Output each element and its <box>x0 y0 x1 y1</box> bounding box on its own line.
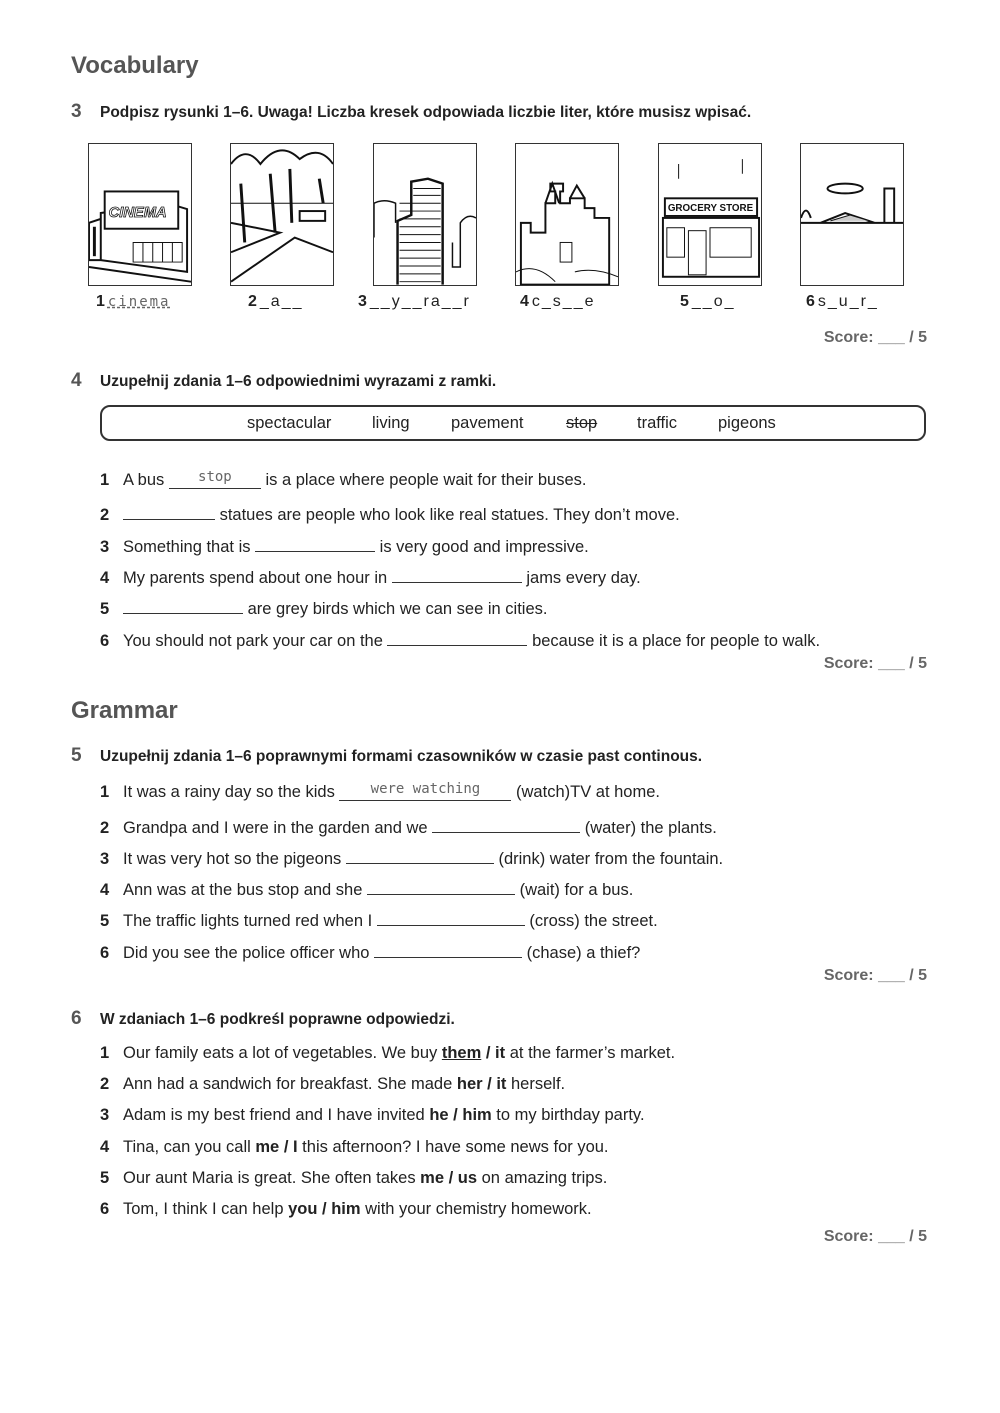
item-number: 5 <box>100 600 110 618</box>
answer-blank[interactable] <box>169 471 261 489</box>
picture-label-6: 6 s_u_r_ <box>806 293 879 310</box>
option-1[interactable]: you <box>288 1200 318 1218</box>
sentence-end: with your chemistry homework. <box>360 1200 592 1218</box>
task-4-instruction <box>71 370 496 392</box>
sentence-start: Something that is <box>123 538 256 556</box>
score-task-3: Score: ___ / 5 <box>823 329 927 346</box>
answer-blank[interactable] <box>367 877 515 895</box>
option-2[interactable]: us <box>457 1169 478 1187</box>
sentence-item <box>100 1138 609 1157</box>
score-task-6: Score: ___ / 5 <box>823 1228 927 1245</box>
sentence-item <box>100 1200 592 1219</box>
sentence-end: (wait) for a bus. <box>515 881 634 899</box>
sentence-item <box>100 1106 645 1125</box>
option-2[interactable]: it <box>495 1044 506 1062</box>
task-number: 3 <box>71 101 82 122</box>
sentence-end: (cross) the street. <box>524 912 658 930</box>
sentence-end: this afternoon? I have some news for you. <box>297 1138 609 1156</box>
answer-blank[interactable] <box>387 628 527 646</box>
task-number: 4 <box>71 370 82 391</box>
item-number: 4 <box>100 881 110 899</box>
option-2[interactable]: I <box>293 1138 298 1156</box>
instruction-text: Podpisz rysunki 1–6. Uwaga! Liczba kresek odpowiada liczbie liter, które musisz wpisać. <box>100 104 752 121</box>
item-number: 4 <box>100 1138 110 1156</box>
answer-field[interactable]: cinema <box>107 294 171 310</box>
word-box-item: living <box>372 414 410 432</box>
item-number: 1 <box>100 1044 110 1062</box>
answer-field[interactable]: _a__ <box>259 293 304 310</box>
sentence-start: Our family eats a lot of vegetables. We buy <box>123 1044 442 1062</box>
sentence-end: (water) the plants. <box>580 819 717 837</box>
task-number: 5 <box>71 745 82 766</box>
sentence-end: is very good and impressive. <box>375 538 589 556</box>
word-box <box>100 405 926 441</box>
option-separator: / <box>482 1075 497 1093</box>
sentence-start: The traffic lights turned red when I <box>123 912 377 930</box>
sentence-end: (watch)TV at home. <box>511 783 660 801</box>
answer-blank[interactable] <box>339 783 511 801</box>
picture-cinema <box>88 143 192 286</box>
instruction-text: Uzupełnij zdania 1–6 poprawnymi formami czasowników w czasie past continous. <box>100 748 703 765</box>
sentence-start: You should not park your car on the <box>123 632 388 650</box>
item-number: 4 <box>100 569 110 587</box>
task-6-instruction <box>71 1008 455 1030</box>
answer-blank[interactable] <box>255 534 375 552</box>
option-2[interactable]: him <box>331 1200 361 1218</box>
option-1[interactable]: her <box>456 1075 483 1093</box>
option-2[interactable]: him <box>462 1106 492 1124</box>
answer-field[interactable]: __o_ <box>691 293 736 310</box>
sentence-start: My parents spend about one hour in <box>123 569 392 587</box>
item-number: 6 <box>100 1200 110 1218</box>
sentence-start: Tom, I think I can help <box>123 1200 289 1218</box>
picture-park <box>230 143 334 286</box>
item-number: 6 <box>100 944 110 962</box>
item-number: 5 <box>100 912 110 930</box>
option-separator: / <box>317 1200 332 1218</box>
sentence-end: to my birthday party. <box>491 1106 645 1124</box>
answer-field[interactable]: s_u_r_ <box>817 293 879 310</box>
sentence-start: Adam is my best friend and I have invited <box>123 1106 430 1124</box>
score-task-4: Score: ___ / 5 <box>823 655 927 672</box>
handwritten-answer: were watching <box>370 781 481 797</box>
sentence-item <box>100 565 641 588</box>
option-2[interactable]: it <box>496 1075 507 1093</box>
sentence-item <box>100 1044 675 1063</box>
handwritten-answer: stop <box>198 469 232 485</box>
sentence-item <box>100 534 589 557</box>
sentence-start: Grandpa and I were in the garden and we <box>123 819 433 837</box>
sentence-item <box>100 908 658 931</box>
option-separator: / <box>279 1138 293 1156</box>
picture-label-2: 2 _a__ <box>248 293 304 310</box>
option-1[interactable]: them <box>441 1044 482 1062</box>
instruction-text: Uzupełnij zdania 1–6 odpowiednimi wyrazami z ramki. <box>100 373 497 390</box>
item-number: 5 <box>100 1169 110 1187</box>
sentence-item <box>100 1075 565 1094</box>
sentence-start: Our aunt Maria is great. She often takes <box>123 1169 421 1187</box>
word-box-item: traffic <box>637 414 678 432</box>
option-1[interactable]: me <box>420 1169 445 1187</box>
answer-blank[interactable] <box>374 940 522 958</box>
answer-blank[interactable] <box>377 908 525 926</box>
sentence-item <box>100 940 640 963</box>
svg-text:CINEMA: CINEMA <box>108 204 167 221</box>
word-box-item: pavement <box>451 414 524 432</box>
sentence-item <box>100 1169 607 1188</box>
sentence-item <box>100 502 680 525</box>
sentence-start: Ann was at the bus stop and she <box>123 881 367 899</box>
sentence-end: because it is a place for people to walk. <box>527 632 821 650</box>
item-number: 1 <box>100 471 110 489</box>
word-box-item: spectacular <box>247 414 332 432</box>
sentence-start: It was a rainy day so the kids <box>123 783 340 801</box>
answer-blank[interactable] <box>123 596 243 614</box>
option-1[interactable]: me <box>255 1138 280 1156</box>
sentence-item <box>100 596 547 619</box>
sentence-end: (drink) water from the fountain. <box>493 850 724 868</box>
sentence-item <box>100 471 586 490</box>
item-number: 3 <box>100 1106 110 1124</box>
sentence-start: Ann had a sandwich for breakfast. She made <box>123 1075 457 1093</box>
sentence-item <box>100 846 723 869</box>
instruction-text: W zdaniach 1–6 podkreśl poprawne odpowiedzi. <box>100 1011 455 1028</box>
sentence-end: on amazing trips. <box>477 1169 608 1187</box>
sentence-item <box>100 877 633 900</box>
item-number: 6 <box>100 632 110 650</box>
option-1[interactable]: he <box>429 1106 449 1124</box>
answer-field[interactable]: __y__ra__r <box>369 293 471 310</box>
picture-castle <box>515 143 619 286</box>
word-box-item-used: stop <box>566 414 598 432</box>
picture-label-5: 5 __o_ <box>680 293 736 310</box>
option-separator: / <box>448 1106 463 1124</box>
sentence-end: is a place where people wait for their buses. <box>260 471 587 489</box>
picture-suburbs <box>800 143 904 286</box>
sentence-end: herself. <box>506 1075 566 1093</box>
score-task-5: Score: ___ / 5 <box>823 967 927 984</box>
sentence-start: Tina, can you call <box>123 1138 256 1156</box>
task-3-instruction <box>71 101 751 123</box>
option-separator: / <box>481 1044 496 1062</box>
answer-blank[interactable] <box>346 846 494 864</box>
option-separator: / <box>444 1169 458 1187</box>
item-number: 1 <box>100 783 110 801</box>
task-number: 6 <box>71 1008 82 1029</box>
picture-label-1: 1 cinema <box>96 293 171 310</box>
sentence-item <box>100 783 660 802</box>
sentence-end: statues are people who look like real statues. They don’t move. <box>215 506 680 524</box>
picture-label-3: 3 __y__ra__r <box>358 293 471 310</box>
section-title-vocabulary: Vocabulary <box>71 52 199 79</box>
sentence-item <box>100 628 820 651</box>
answer-blank[interactable] <box>123 502 215 520</box>
sentence-start: A bus <box>123 471 169 489</box>
item-number: 2 <box>100 819 110 837</box>
answer-blank[interactable] <box>432 815 580 833</box>
sentence-end: jams every day. <box>521 569 641 587</box>
item-number: 2 <box>100 1075 110 1093</box>
picture-grocery-store <box>658 143 762 286</box>
item-number: 2 <box>100 506 110 524</box>
answer-field[interactable]: c_s__e <box>531 293 596 310</box>
item-number: 3 <box>100 538 110 556</box>
sentence-start: Did you see the police officer who <box>123 944 375 962</box>
answer-blank[interactable] <box>392 565 522 583</box>
sentence-end: at the farmer’s market. <box>505 1044 676 1062</box>
item-number: 3 <box>100 850 110 868</box>
sentence-item <box>100 815 717 838</box>
svg-text:GROCERY STORE: GROCERY STORE <box>667 203 754 215</box>
sentence-start: It was very hot so the pigeons <box>123 850 346 868</box>
task-5-instruction <box>71 745 702 767</box>
sentence-end: are grey birds which we can see in cities. <box>243 600 548 618</box>
picture-skyscraper <box>373 143 477 286</box>
word-box-item: pigeons <box>718 414 776 432</box>
sentence-end: (chase) a thief? <box>522 944 641 962</box>
picture-label-4: 4 c_s__e <box>520 293 596 310</box>
section-title-grammar: Grammar <box>71 697 178 724</box>
